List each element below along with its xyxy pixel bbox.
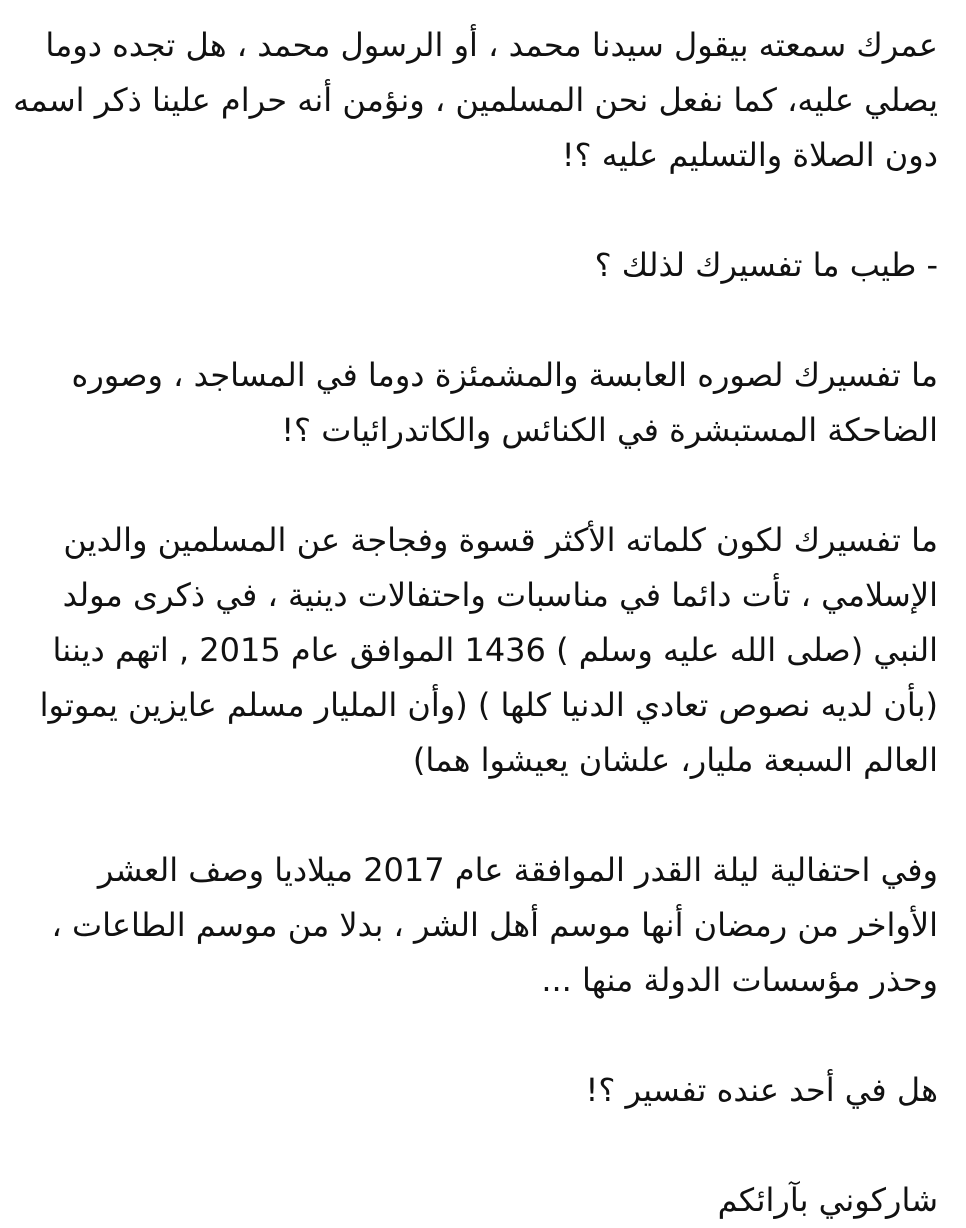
text-line: وفي احتفالية ليلة القدر الموافقة عام 2017 ميلاديا وصف العشر (97, 851, 938, 889)
text-line: وحذر مؤسسات الدولة منها ... (541, 961, 938, 999)
text-line: الأواخر من رمضان أنها موسم أهل الشر ، بدلا من موسم الطاعات ، (51, 906, 938, 944)
paragraph-spacer (28, 183, 938, 238)
paragraph-spacer (28, 458, 938, 513)
paragraph-spacer (28, 1118, 938, 1173)
text-line: الإسلامي ، تأت دائما في مناسبات واحتفالات دينية ، في ذكرى مولد (62, 576, 938, 614)
paragraph-explanation-question (28, 238, 938, 293)
text-line: دون الصلاة والتسليم عليه ؟! (561, 136, 938, 174)
text-line: هل في أحد عنده تفسير ؟! (585, 1071, 938, 1109)
paragraph-final-question (28, 1063, 938, 1118)
text-line: يصلي عليه، كما نفعل نحن المسلمين ، ونؤمن أنه حرام علينا ذكر اسمه (13, 81, 938, 119)
paragraph-spacer (28, 788, 938, 843)
document-page (13, 18, 938, 1219)
text-line: شاركوني بآرائكم (717, 1181, 938, 1219)
paragraph-words-question (28, 513, 938, 788)
paragraph-spacer (28, 1008, 938, 1063)
text-line: - طيب ما تفسيرك لذلك ؟ (594, 246, 938, 284)
paragraph-spacer (28, 293, 938, 348)
text-line: العالم السبعة مليار، علشان يعيشوا هما) (412, 741, 938, 779)
paragraph-closing (28, 1173, 938, 1228)
paragraph-question-salutation (13, 18, 938, 183)
text-line: النبي (صلى الله عليه وسلم ) 1436 الموافق عام 2015 , اتهم ديننا (52, 631, 938, 669)
text-line: (بأن لديه نصوص تعادي الدنيا كلها ) (وأن المليار مسلم عايزين يموتوا (39, 686, 938, 724)
paragraph-images-question (28, 348, 938, 458)
text-line: ما تفسيرك لصوره العابسة والمشمئزة دوما في المساجد ، وصوره (71, 356, 938, 394)
paragraph-laylat-alqadr (28, 843, 938, 1008)
text-line: ما تفسيرك لكون كلماته الأكثر قسوة وفجاجة عن المسلمين والدين (63, 521, 938, 559)
text-line: عمرك سمعته بيقول سيدنا محمد ، أو الرسول محمد ، هل تجده دوما (45, 26, 938, 64)
text-line: الضاحكة المستبشرة في الكنائس والكاتدرائيات ؟! (281, 411, 938, 449)
